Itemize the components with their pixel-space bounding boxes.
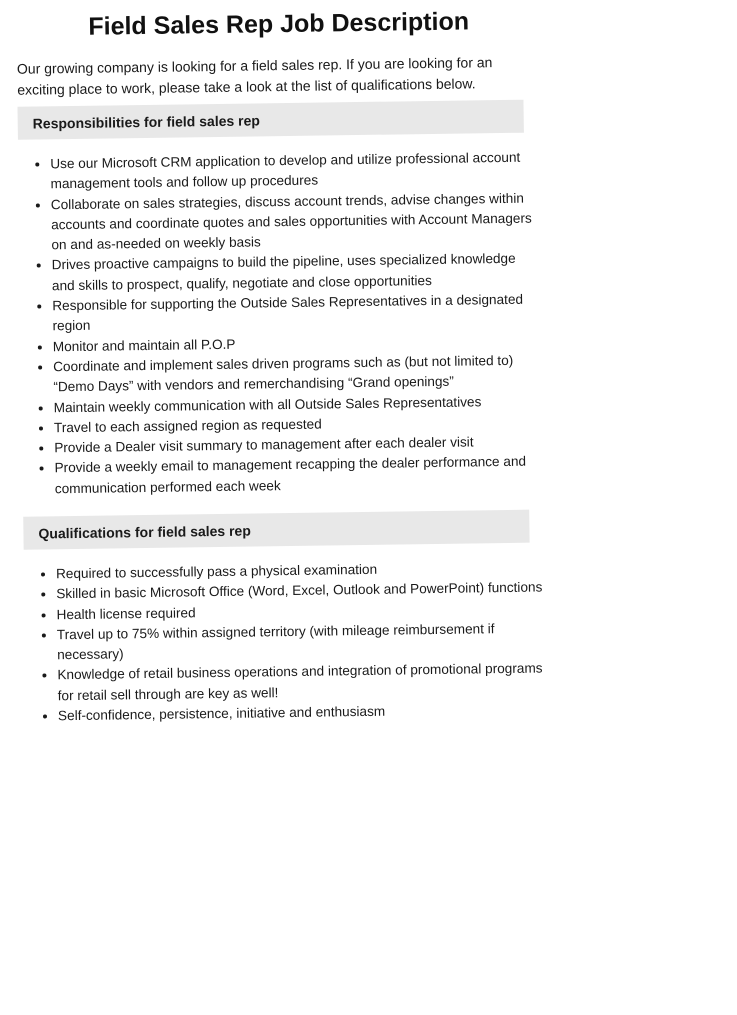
list-item: • Provide a weekly email to management recapping the dealer performance and communication performed each week xyxy=(54,452,545,499)
list-item: • Health license required xyxy=(56,598,546,625)
list-item: • Provide a Dealer visit summary to management after each dealer visit xyxy=(54,432,544,459)
page-title: Field Sales Rep Job Description xyxy=(88,7,470,41)
list-item: • Required to successfully pass a physical examination xyxy=(56,557,546,584)
list-item: • Monitor and maintain all P.O.P xyxy=(53,330,543,357)
list-item: • Use our Microsoft CRM application to develop and utilize professional account management tools and follow up procedures xyxy=(50,147,541,194)
list-item: • Responsible for supporting the Outside Sales Representatives in a designated region xyxy=(52,290,543,337)
responsibilities-list xyxy=(18,147,545,499)
intro-paragraph: Our growing company is looking for a field sales rep. If you are looking for an exciting place to work, please take a look at the list of qualifications below. xyxy=(16,54,493,98)
list-item: • Maintain weekly communication with all Outside Sales Representatives xyxy=(54,391,544,418)
list-item: • Coordinate and implement sales driven programs such as (but not limited to) “Demo Days” with vendors and remerchandising “Grand openings” xyxy=(53,350,544,397)
list-item: • Knowledge of retail business operations and integration of promotional programs for retail sell through are key as well! xyxy=(57,659,548,706)
list-item: • Travel up to 75% within assigned territory (with mileage reimbursement if necessary) xyxy=(57,618,548,665)
responsibilities-heading: Responsibilities for field sales rep xyxy=(17,100,523,140)
list-item: • Skilled in basic Microsoft Office (Word, Excel, Outlook and PowerPoint) functions xyxy=(56,578,546,605)
list-item: • Drives proactive campaigns to build the pipeline, uses specialized knowledge and skills to prospect, qualify, negotiate and close opportunities xyxy=(52,249,543,296)
list-item: • Self-confidence, persistence, initiative and enthusiasm xyxy=(58,699,548,726)
list-item: • Travel to each assigned region as requested xyxy=(54,411,544,438)
qualifications-heading: Qualifications for field sales rep xyxy=(23,510,529,550)
qualifications-list xyxy=(24,557,548,727)
list-item: • Collaborate on sales strategies, discuss account trends, advise changes within accounts and coordinate quotes and sales opportunities with Account Managers on and as-needed on weekly basis xyxy=(51,188,542,256)
